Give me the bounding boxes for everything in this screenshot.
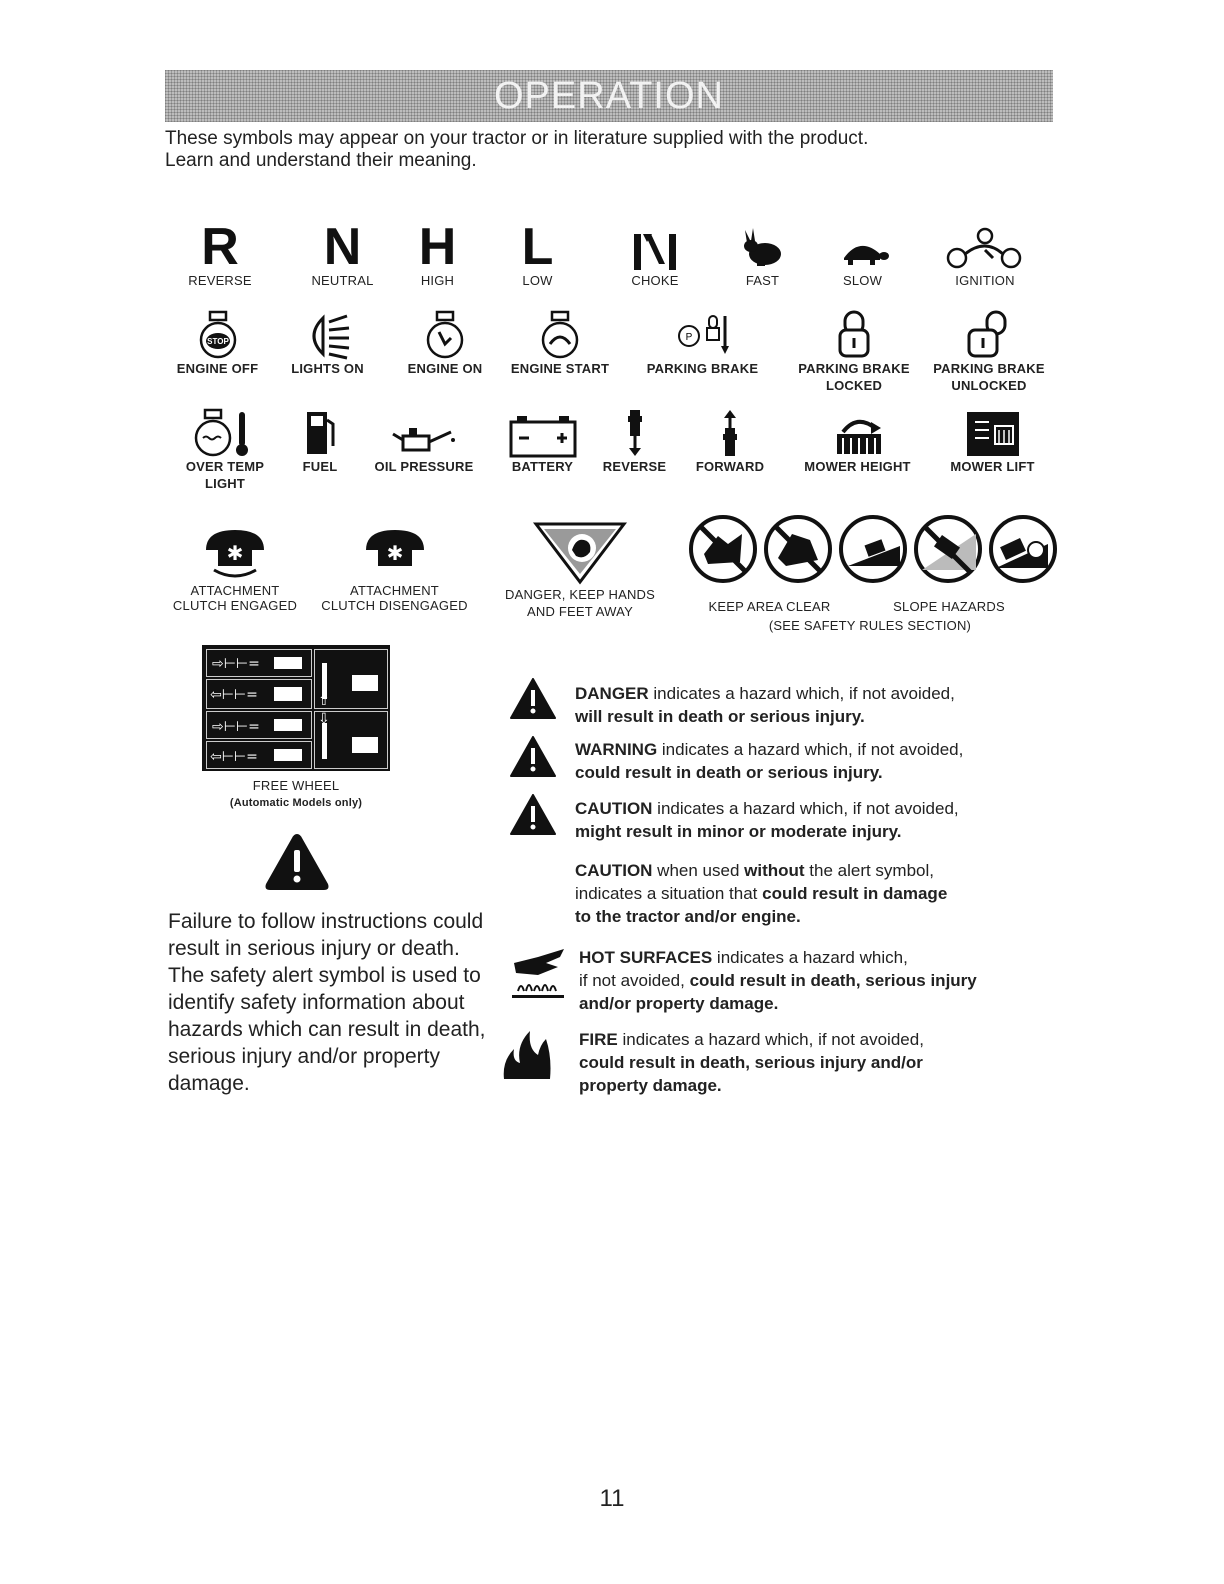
no-bystanders-icon xyxy=(691,517,755,581)
svg-text:⇩: ⇩ xyxy=(318,711,330,727)
symbol-low xyxy=(515,218,560,289)
symbol-label: SLOW xyxy=(842,273,883,288)
engine-start-icon xyxy=(505,310,615,360)
symbol-label-line-2: LOCKED xyxy=(825,378,883,393)
hot-text: indicates a hazard which, xyxy=(712,948,908,967)
fire-text: indicates a hazard which, if not avoided, xyxy=(617,1030,924,1049)
battery-icon xyxy=(505,408,580,458)
fire-bold-1: could result in death, serious injury and/or xyxy=(579,1053,923,1072)
svg-text:⇦⊢⊢=: ⇦⊢⊢= xyxy=(210,687,258,703)
svg-text:⇨⊢⊢=: ⇨⊢⊢= xyxy=(212,719,260,735)
keep-area-clear-label: KEEP AREA CLEAR xyxy=(708,599,831,614)
symbol-label: LOW xyxy=(522,273,553,288)
symbol-label-line-2: UNLOCKED xyxy=(951,378,1027,393)
clutch-disengaged-icon xyxy=(312,520,477,582)
symbol-label: FAST xyxy=(745,273,780,288)
warning-alert-icon xyxy=(510,736,556,783)
symbol-label: NEUTRAL xyxy=(311,273,374,288)
symbol-engine-off xyxy=(170,310,265,377)
failure-warning-text: Failure to follow instructions could result in serious injury or death. The safety alert symbol is used to identify safety information about hazards which can result in death, serious injury and/or property damage. xyxy=(168,910,486,1095)
hot-word: HOT SURFACES xyxy=(579,948,713,967)
hot-text-2: if not avoided, xyxy=(579,971,690,990)
symbol-label-line-1: DANGER, KEEP HANDS xyxy=(504,587,655,602)
caution-text: indicates a hazard which, if not avoided, xyxy=(652,799,959,818)
symbol-label-line-2: AND FEET AWAY xyxy=(527,604,633,619)
lock-closed-icon xyxy=(790,310,918,360)
letter-l-icon: L xyxy=(521,218,554,276)
symbol-reverse-direction xyxy=(597,408,672,475)
symbol-label: REVERSE xyxy=(602,459,667,474)
letter-n-icon: N xyxy=(323,218,362,276)
over-temp-icon xyxy=(175,408,275,458)
symbol-fuel xyxy=(295,408,345,475)
symbol-label: LIGHTS ON xyxy=(291,361,364,376)
free-wheel-sublabel: (Automatic Models only) xyxy=(229,797,363,809)
hot-surfaces-definition xyxy=(579,946,1049,1015)
section-header-bar xyxy=(165,70,1053,122)
svg-text:⇦⊢⊢=: ⇦⊢⊢= xyxy=(210,749,258,765)
caution-word: CAUTION xyxy=(575,799,653,818)
hazard-pictogram-strip xyxy=(688,514,1058,584)
symbol-label-line-1: OVER TEMP xyxy=(185,459,265,474)
symbol-label: FUEL xyxy=(302,459,338,474)
symbol-label-line-1: PARKING BRAKE xyxy=(933,361,1045,376)
oil-can-icon xyxy=(368,408,480,458)
symbol-label: FORWARD xyxy=(695,459,765,474)
symbol-attachment-clutch-disengaged xyxy=(312,520,477,613)
page-number: 11 xyxy=(599,1485,625,1512)
symbol-mower-lift xyxy=(945,408,1040,475)
engine-off-icon xyxy=(170,310,265,360)
symbol-label: BATTERY xyxy=(511,459,574,474)
symbol-lights-on xyxy=(285,310,370,377)
engine-on-icon xyxy=(400,310,490,360)
symbol-label-line-2: CLUTCH ENGAGED xyxy=(172,598,298,613)
symbol-mower-height xyxy=(795,408,920,475)
caution2-without: without xyxy=(744,861,805,880)
symbol-label: PARKING BRAKE xyxy=(646,361,759,376)
slope-ok-icon xyxy=(841,517,905,581)
symbol-label-line-1: ATTACHMENT xyxy=(190,583,280,598)
caution2-text-3: indicates a situation that xyxy=(575,884,763,903)
rabbit-icon xyxy=(735,222,790,272)
symbol-label-line-2: CLUTCH DISENGAGED xyxy=(321,598,468,613)
danger-consequence: will result in death or serious injury. xyxy=(575,707,865,726)
ignition-icon xyxy=(945,222,1025,272)
warning-word: WARNING xyxy=(575,740,658,759)
intro-line-2: Learn and understand their meaning. xyxy=(165,150,477,171)
symbol-attachment-clutch-engaged xyxy=(165,520,305,613)
letter-r-icon: R xyxy=(201,218,239,276)
svg-text:⇧: ⇧ xyxy=(318,693,330,709)
danger-text: indicates a hazard which, if not avoided, xyxy=(648,684,955,703)
hot-bold-2: and/or property damage. xyxy=(579,994,779,1013)
symbol-label: HIGH xyxy=(420,273,455,288)
safety-alert-icon xyxy=(264,832,330,892)
symbol-label: ENGINE OFF xyxy=(176,361,259,376)
see-safety-rules-label: (SEE SAFETY RULES SECTION) xyxy=(768,618,972,633)
intro-text xyxy=(165,128,1045,172)
symbol-label: CHOKE xyxy=(631,273,679,288)
symbol-battery xyxy=(505,408,580,475)
fire-icon xyxy=(500,1025,556,1086)
symbol-ignition xyxy=(945,222,1025,289)
hand-hazard-icon xyxy=(495,518,665,586)
mower-height-icon xyxy=(795,408,920,458)
letter-h-icon: H xyxy=(418,218,457,276)
symbol-label-line-1: ATTACHMENT xyxy=(350,583,439,598)
symbol-fast xyxy=(735,222,790,289)
symbol-danger-keep-hands-away xyxy=(495,518,665,620)
slope-hazards-label: SLOPE HAZARDS xyxy=(893,599,1005,614)
caution-consequence: might result in minor or moderate injury. xyxy=(575,822,902,841)
svg-text:STOP: STOP xyxy=(206,337,229,346)
danger-definition xyxy=(575,682,1045,728)
slope-tip-icon xyxy=(916,517,980,581)
symbol-engine-start xyxy=(505,310,615,377)
caution2-text-1: when used xyxy=(652,861,745,880)
caution2-bold-2: to the tractor and/or engine. xyxy=(575,907,801,926)
fire-bold-2: property damage. xyxy=(579,1076,722,1095)
symbol-forward-direction xyxy=(690,408,770,475)
symbol-parking-brake-locked xyxy=(790,310,918,394)
symbol-choke xyxy=(625,222,685,289)
svg-text:P: P xyxy=(685,332,692,343)
caution2-bold-1: could result in damage xyxy=(762,884,948,903)
symbol-label: MOWER LIFT xyxy=(950,459,1035,474)
symbol-label: ENGINE START xyxy=(510,361,610,376)
caution-no-symbol-definition xyxy=(575,859,1045,928)
warning-consequence: could result in death or serious injury. xyxy=(575,763,883,782)
symbol-label: REVERSE xyxy=(188,273,252,288)
symbol-reverse xyxy=(185,218,255,289)
slope-limit-icon xyxy=(991,517,1055,581)
symbol-parking-brake-unlocked xyxy=(925,310,1053,394)
intro-line-1: These symbols may appear on your tractor or in literature supplied with the product. xyxy=(165,128,869,149)
turtle-icon xyxy=(830,222,895,272)
fire-definition xyxy=(579,1028,1049,1097)
choke-icon xyxy=(625,222,685,272)
symbol-high xyxy=(410,218,465,289)
clutch-engaged-icon xyxy=(165,520,305,582)
hot-surface-icon xyxy=(508,945,568,1008)
tractor-forward-arrow-icon xyxy=(690,408,770,458)
danger-alert-icon xyxy=(510,678,556,725)
headlight-icon xyxy=(285,310,370,360)
caution2-text-2: the alert symbol, xyxy=(804,861,935,880)
symbol-label: ENGINE ON xyxy=(407,361,483,376)
section-title: OPERATION xyxy=(494,74,724,117)
symbol-engine-on xyxy=(400,310,490,377)
symbol-label: OIL PRESSURE xyxy=(374,459,474,474)
symbol-oil-pressure xyxy=(368,408,480,475)
symbol-label: MOWER HEIGHT xyxy=(804,459,911,474)
symbol-label-line-1: PARKING BRAKE xyxy=(798,361,910,376)
caution-alert-icon xyxy=(510,794,556,841)
symbol-label: IGNITION xyxy=(955,273,1015,288)
warning-text: indicates a hazard which, if not avoided, xyxy=(657,740,964,759)
tractor-reverse-arrow-icon xyxy=(597,408,672,458)
caution2-word: CAUTION xyxy=(575,861,653,880)
warning-definition xyxy=(575,738,1045,784)
symbol-parking-brake xyxy=(640,310,765,377)
svg-text:✱: ✱ xyxy=(226,541,244,565)
symbol-neutral xyxy=(305,218,380,289)
parking-brake-icon xyxy=(640,310,765,360)
symbol-slow xyxy=(830,222,895,289)
free-wheel-label: FREE WHEEL xyxy=(252,778,340,793)
caution-definition xyxy=(575,797,1045,843)
lock-open-icon xyxy=(925,310,1053,360)
svg-text:⇨⊢⊢=: ⇨⊢⊢= xyxy=(212,656,260,672)
free-wheel-diagram xyxy=(202,645,390,771)
symbol-label-line-2: LIGHT xyxy=(205,476,245,491)
fire-word: FIRE xyxy=(579,1030,618,1049)
svg-text:✱: ✱ xyxy=(386,541,403,565)
symbol-over-temp-light xyxy=(175,408,275,492)
mower-lift-icon xyxy=(945,408,1040,458)
no-riders-icon xyxy=(766,517,830,581)
hot-bold-1: could result in death, serious injury xyxy=(689,971,977,990)
danger-word: DANGER xyxy=(575,684,649,703)
fuel-pump-icon xyxy=(295,408,345,458)
